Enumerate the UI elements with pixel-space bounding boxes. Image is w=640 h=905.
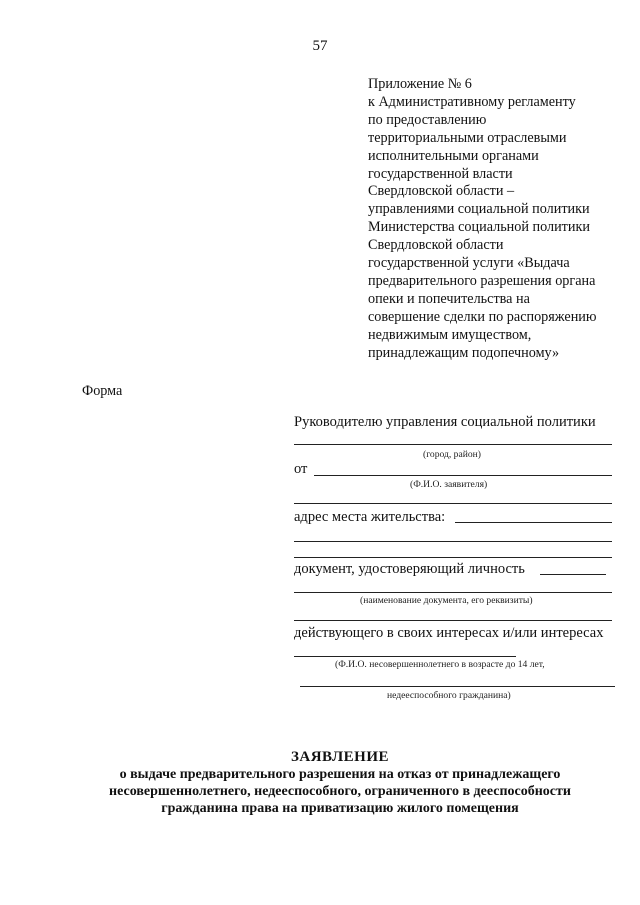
appendix-line: совершение сделки по распоряжению (368, 308, 597, 325)
id-document-line-3[interactable] (294, 620, 612, 621)
addressee-head: Руководителю управления социальной политики (294, 414, 596, 430)
acting-label: действующего в своих интересах и/или интересах (294, 625, 604, 641)
appendix-line: Приложение № 6 (368, 76, 472, 92)
incapable-name-line[interactable] (300, 686, 615, 687)
appendix-line: государственной услуги «Выдача (368, 255, 570, 272)
appendix-line: по предоставлению (368, 111, 487, 128)
address-line-3[interactable] (294, 557, 612, 558)
appendix-line: недвижимым имуществом, (368, 326, 532, 343)
city-line[interactable] (294, 444, 612, 445)
appendix-line: к Административному регламенту (368, 93, 576, 110)
address-label: адрес места жительства: (294, 509, 446, 525)
id-document-line-1[interactable] (540, 574, 606, 575)
form-label: Форма (82, 383, 123, 399)
statement-subtitle-line: о выдаче предварительного разрешения на отказ от принадлежащего (119, 767, 561, 782)
incapable-name-hint: недееспособного гражданина) (387, 690, 511, 701)
id-document-label: документ, удостоверяющий личность (294, 561, 525, 577)
address-line-1[interactable] (455, 522, 612, 523)
statement-title: ЗАЯВЛЕНИЕ (290, 749, 390, 765)
statement-heading (60, 747, 620, 817)
minor-name-hint: (Ф.И.О. несовершеннолетнего в возрасте до 14 лет, (335, 659, 545, 670)
city-hint: (город, район) (423, 449, 481, 460)
appendix-line: Свердловской области (368, 237, 504, 254)
applicant-name-line[interactable] (314, 475, 612, 476)
statement-subtitle-line: гражданина права на приватизацию жилого помещения (161, 800, 519, 816)
appendix-line: принадлежащим подопечному» (368, 344, 560, 361)
id-document-hint: (наименование документа, его реквизиты) (360, 595, 533, 606)
appendix-line: Свердловской области – (368, 183, 515, 200)
from-label: от (294, 461, 308, 477)
appendix-line: исполнительными органами (368, 147, 539, 164)
appendix-note (368, 76, 630, 363)
appendix-line: Министерства социальной политики (368, 219, 590, 236)
appendix-line: предварительного разрешения органа (368, 272, 596, 289)
appendix-line: опеки и попечительства на (368, 290, 530, 307)
applicant-name-line-2[interactable] (294, 503, 612, 504)
appendix-line: управлениями социальной политики (368, 201, 590, 218)
address-line-2[interactable] (294, 541, 612, 542)
page-number: 57 (312, 38, 328, 54)
statement-subtitle-line: несовершеннолетнего, недееспособного, ограниченного в дееспособности (109, 783, 571, 799)
id-document-line-2[interactable] (294, 592, 612, 593)
appendix-line: территориальными отраслевыми (368, 129, 567, 146)
minor-name-line[interactable] (294, 656, 516, 657)
appendix-line: государственной власти (368, 165, 513, 182)
applicant-name-hint: (Ф.И.О. заявителя) (410, 479, 488, 490)
